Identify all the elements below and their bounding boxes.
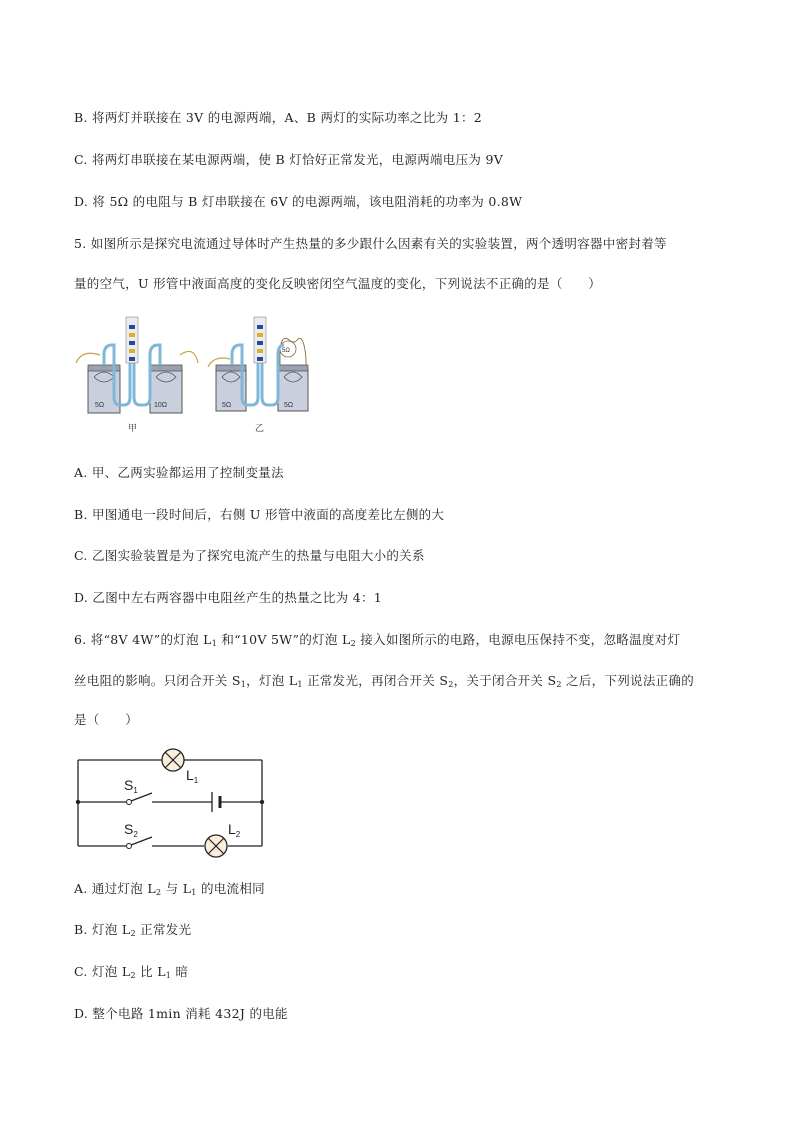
figure-yi [208, 317, 308, 433]
q5-option-c: C. 乙图实验装置是为了探究电流产生的热量与电阻大小的关系 [74, 548, 425, 563]
q4-option-d: D. 将 5Ω 的电阻与 B 灯串联接在 6V 的电源两端，该电阻消耗的功率为 0.8W [74, 194, 523, 209]
q5-stem-line2: 量的空气，U 形管中液面高度的变化反映密闭空气温度的变化，下列说法不正确的是（ ） [74, 276, 602, 291]
yi-right-resistance: 5Ω [284, 402, 294, 409]
q6-stem-line1: 6. 将“8V 4W”的灯泡 $L_1$ 和“10V 5W”的灯泡 $L_2$ 接入如图所示的电路，电源电压保持不变，忽略温度对灯 [74, 632, 681, 648]
q6-option-b: B. 灯泡 $L_2$ 正常发光 [74, 922, 192, 938]
lamp-l2-label: $L_2$ [228, 821, 241, 839]
figure-jia [76, 317, 198, 433]
q5-option-a: A. 甲、乙两实验都运用了控制变量法 [74, 465, 284, 480]
lamp-l1-label: $L_1$ [186, 767, 199, 785]
battery-icon [212, 792, 220, 812]
jia-caption: 甲 [128, 423, 138, 433]
lamp-l2 [205, 835, 227, 857]
switch-s1-label: $S_1$ [124, 777, 138, 795]
yi-caption: 乙 [255, 423, 265, 433]
jia-right-resistance: 10Ω [154, 402, 168, 409]
q6-stem-line3: 是（ ） [74, 712, 139, 727]
q5-option-d: D. 乙图中左右两容器中电阻丝产生的热量之比为 4：1 [74, 590, 383, 605]
yi-external-resistance: 5Ω [282, 348, 290, 354]
switch-s1 [127, 793, 153, 805]
q4-option-c: C. 将两灯串联接在某电源两端，使 B 灯恰好正常发光，电源两端电压为 9V [74, 152, 504, 167]
joule-heat-apparatus-figure [74, 315, 344, 435]
q5-option-b: B. 甲图通电一段时间后，右侧 U 形管中液面的高度差比左侧的大 [74, 507, 445, 522]
q5-stem-line1: 5. 如图所示是探究电流通过导体时产生热量的多少跟什么因素有关的实验装置，两个透明容器中密封着等 [74, 236, 667, 251]
yi-left-resistance: 5Ω [222, 402, 232, 409]
switch-s2 [127, 837, 153, 849]
lamp-l1 [162, 749, 184, 771]
switch-s2-label: $S_2$ [124, 821, 138, 839]
circuit-diagram [72, 742, 268, 862]
q6-option-a: A. 通过灯泡 $L_2$ 与 $L_1$ 的电流相同 [74, 881, 265, 897]
q4-option-b: B. 将两灯并联接在 3V 的电源两端，A、B 两灯的实际功率之比为 1：2 [74, 110, 483, 125]
q6-option-c: C. 灯泡 $L_2$ 比 $L_1$ 暗 [74, 964, 189, 980]
q6-stem-line2: 丝电阻的影响。只闭合开关 $S_1$，灯泡 $L_1$ 正常发光，再闭合开关 $S_2$，关于闭合开关 $S_2$ 之后，下列说法正确的 [74, 673, 695, 689]
jia-left-resistance: 5Ω [95, 402, 105, 409]
q6-option-d: D. 整个电路 1min 消耗 432J 的电能 [74, 1006, 288, 1021]
